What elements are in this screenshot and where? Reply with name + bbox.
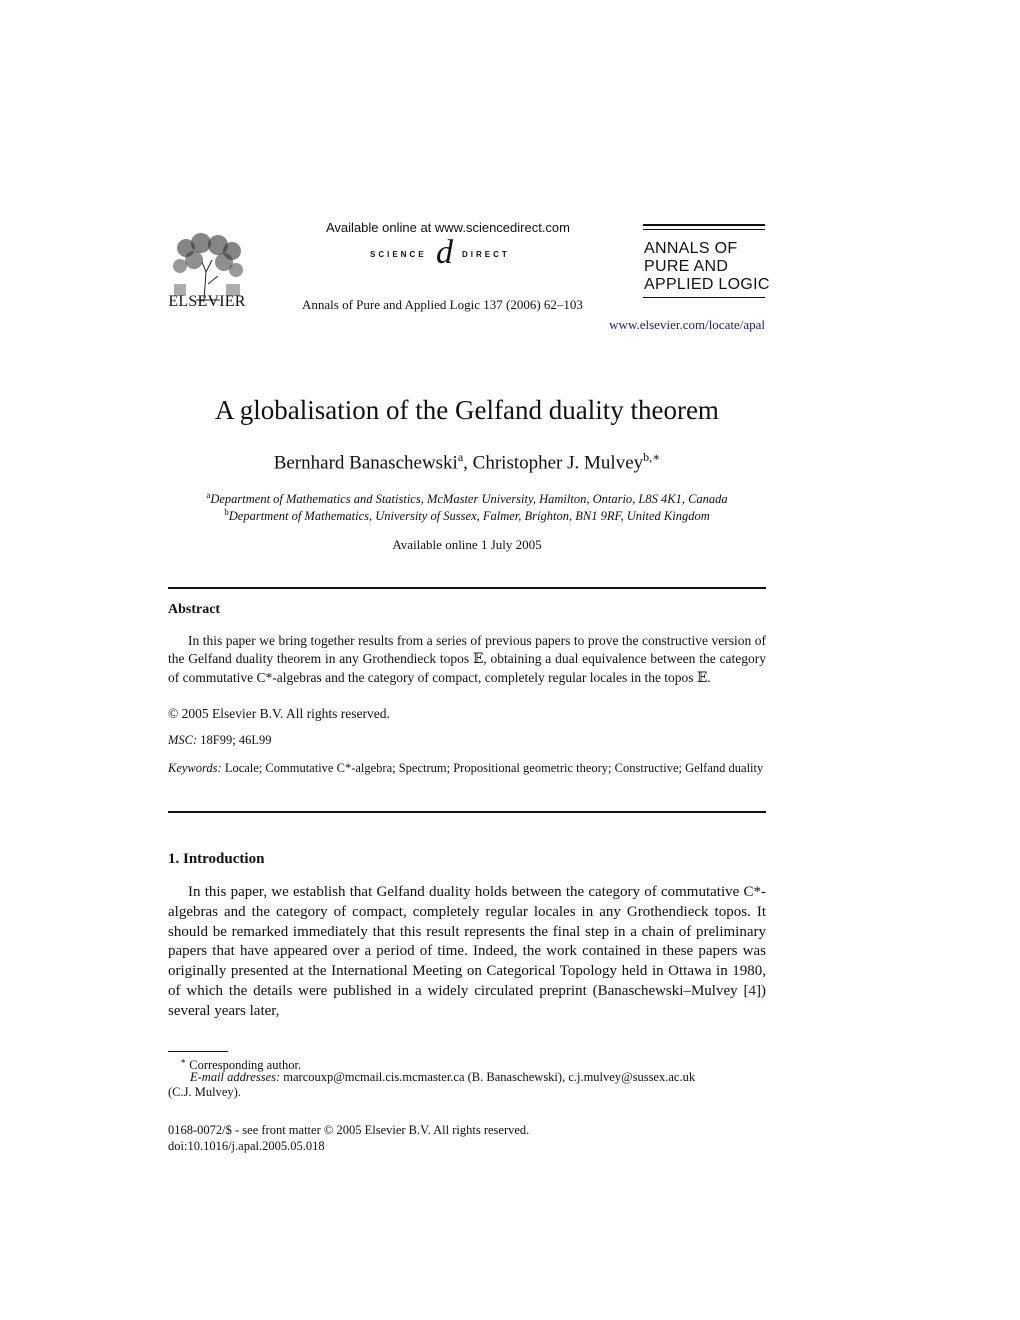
sd-at-symbol: d: [436, 234, 453, 271]
author-name: Bernhard Banaschewski: [273, 452, 458, 474]
msc-value: 18F99; 46L99: [197, 733, 272, 747]
journal-title: [644, 240, 770, 294]
email-label: E-mail addresses:: [190, 1070, 281, 1084]
doi-line: doi:10.1016/j.apal.2005.05.018: [168, 1139, 325, 1153]
journal-rule-top-thin: [643, 229, 765, 230]
author-list: [0, 450, 934, 474]
affiliation-mark: a: [206, 490, 211, 500]
abstract-body: [168, 632, 766, 687]
sd-right-word: DIRECT: [462, 250, 510, 259]
paper-title: A globalisation of the Gelfand duality theorem: [215, 395, 719, 425]
footnote-text: Corresponding author.: [186, 1058, 302, 1073]
introduction-text-end: ]) several years later,: [168, 982, 766, 1019]
available-online-text: Available online at www.sciencedirect.com: [326, 220, 570, 235]
journal-title-line: APPLIED LOGIC: [644, 276, 770, 293]
journal-rule-bottom: [643, 297, 765, 298]
citation-link[interactable]: 4: [748, 982, 756, 999]
affiliation-mark: b: [224, 507, 229, 517]
author-name: Christopher J. Mulvey: [472, 452, 644, 474]
affiliation-a: [0, 490, 934, 507]
abstract-copyright: © 2005 Elsevier B.V. All rights reserved.: [168, 706, 390, 721]
introduction-paragraph: [168, 883, 766, 1022]
affiliation-text: Department of Mathematics and Statistics, McMaster University, Hamilton, Ontario, L8S 4K1, Canada: [210, 492, 728, 507]
author-affiliation-mark[interactable]: b,∗: [643, 450, 661, 464]
affiliation-b: [0, 507, 934, 524]
affiliation-text: Department of Mathematics, University of Sussex, Falmer, Brighton, BN1 9RF, United Kingdom: [228, 509, 710, 524]
publisher-name: ELSEVIER: [168, 293, 246, 310]
journal-url-link[interactable]: www.elsevier.com/locate/apal: [609, 317, 765, 332]
author-separator: ,: [463, 452, 473, 474]
journal-title-line: ANNALS OF: [644, 240, 738, 257]
footnote-emails: [190, 1070, 695, 1085]
msc-codes: [168, 733, 271, 748]
footnote-emails-cont: (C.J. Mulvey).: [168, 1085, 241, 1099]
issn-line: 0168-0072/$ - see front matter © 2005 Elsevier B.V. All rights reserved.: [168, 1123, 530, 1137]
abstract-heading: Abstract: [168, 602, 221, 617]
abstract-paragraph: In this paper we bring together results from a series of previous papers to prove the constructive version of the Gelfand duality theorem in any Grothendieck topos 𝔼, obtaining a dual equivalence between the category of commutative C*-algebras and the category of compact, completely regular locales in the topos 𝔼.: [168, 633, 766, 685]
available-date: Available online 1 July 2005: [392, 537, 542, 552]
keywords-value: Locale; Commutative C*-algebra; Spectrum; Propositional geometric theory; Constructive; Gelfand duality: [221, 761, 764, 775]
introduction-body: [168, 883, 766, 1022]
section-heading-introduction: 1. Introduction: [168, 851, 265, 867]
sd-left-word: SCIENCE: [370, 250, 427, 259]
author-affiliation-mark[interactable]: a: [457, 450, 464, 464]
sciencedirect-logo: [370, 234, 530, 272]
msc-label: MSC:: [168, 733, 198, 747]
introduction-text: In this paper, we establish that Gelfand duality holds between the category of commutative C*-algebras and the category of compact, completely regular locales in any Grothendieck topos. It should be remarked immediately that this result represents the final step in a chain of preliminary papers that have appeared over a period of time. Indeed, the work contained in these papers was originally presented at the International Meeting on Categorical Topology held in Ottawa in 1980, of which the details were published in a widely circulated preprint (Banaschewski–Mulvey [: [168, 884, 766, 999]
keywords: [168, 759, 766, 777]
abstract-rule-top: [168, 587, 766, 589]
abstract-rule-bottom: [168, 811, 766, 813]
journal-rule-top: [643, 224, 765, 226]
keywords-label: Keywords:: [168, 761, 222, 775]
footnote-mark: ∗: [180, 1056, 187, 1066]
journal-title-line: PURE AND: [644, 258, 729, 275]
journal-reference: Annals of Pure and Applied Logic 137 (2006) 62–103: [302, 297, 583, 312]
footnote-rule: [168, 1051, 228, 1052]
email-addresses: marcouxp@mcmail.cis.mcmaster.ca (B. Banaschewski), c.j.mulvey@sussex.ac.uk: [280, 1070, 696, 1084]
